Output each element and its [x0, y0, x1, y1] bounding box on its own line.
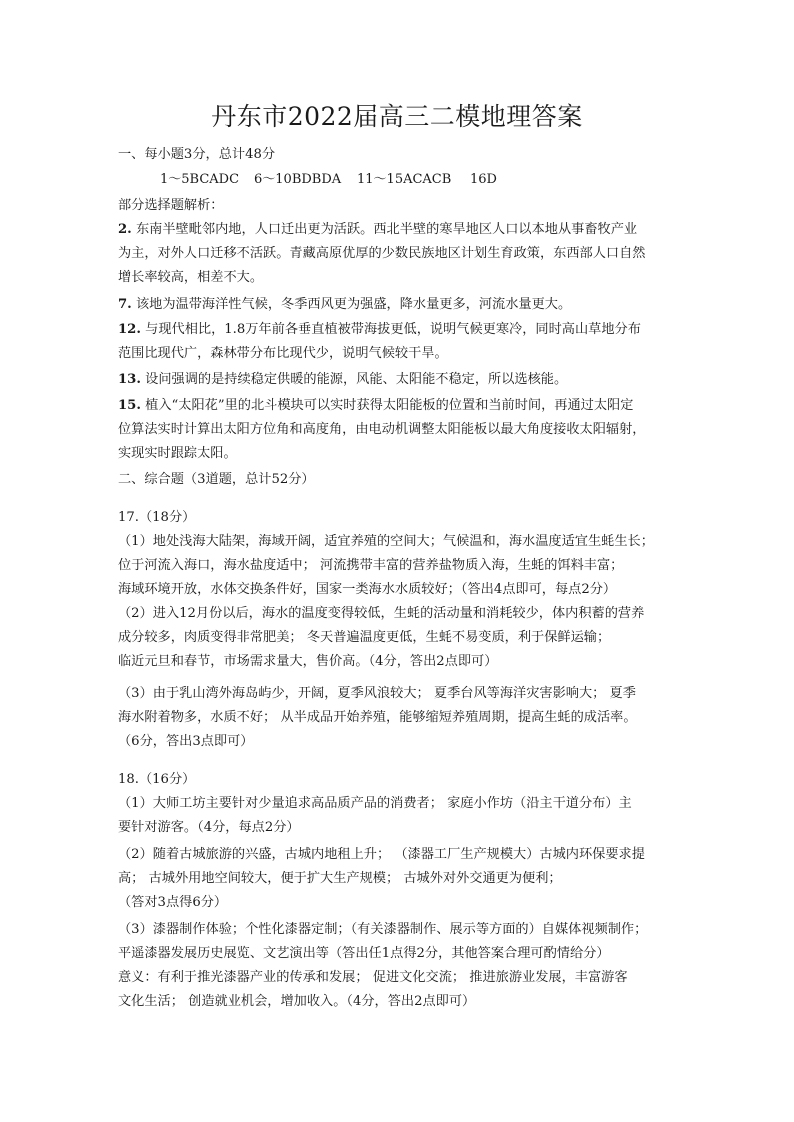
explanation-13-line-1: 13. 设问强调的是持续稳定供暖的能源，风能、太阳能不稳定，所以选核能。	[118, 372, 568, 387]
q17-line-2: 位于河流入海口，海水盐度适中； 河流携带丰富的营养盐物质入海，生蚝的饵料丰富；	[118, 558, 624, 573]
explanation-number: 12.	[118, 322, 141, 337]
q17-line-6: 临近元旦和春节，市场需求量大，售价高。（4分，答出2点即可）	[118, 654, 498, 669]
q17-line-3: 海域环境开放，水体交换条件好，国家一类海水水质较好；（答出4点即可，每点2分）	[118, 582, 617, 597]
q17-line-4: （2）进入12月份以后，海水的温度变得较低，生蚝的活动量和消耗较少，体内积蓄的营养	[118, 606, 645, 621]
q18-line-4: 高； 古城外用地空间较大，便于扩大生产规模； 古城外对外交通更为便利；	[118, 871, 562, 886]
q18-line-6: （3）漆器制作体验；个性化漆器定制；（有关漆器制作、展示等方面的）自媒体视频制作；	[118, 922, 648, 937]
q17-heading: 17.（18分）	[118, 510, 196, 525]
q17-line-9: （6分，答出3点即可）	[118, 734, 254, 749]
answer-group-3: 11～15ACACB	[357, 172, 452, 187]
explanation-12-line-1: 12. 与现代相比，1.8万年前各垂直植被带海拔更低，说明气候更寒冷，同时高山草地分布	[118, 322, 641, 337]
explanation-number: 2.	[118, 222, 132, 237]
answer-group-2: 6～10BDBDA	[254, 172, 342, 187]
explanation-2-line-1: 2. 东南半壁毗邻内地，人口迁出更为活跃。西北半壁的寒旱地区人口以本地从事畜牧产业	[118, 222, 638, 237]
explanation-15-line-3: 实现实时跟踪太阳。	[118, 446, 237, 461]
q17-line-5: 成分较多，肉质变得非常肥美； 冬天普遍温度更低，生蚝不易变质，利于保鲜运输；	[118, 630, 611, 645]
explanation-15-line-1: 15. 植入“太阳花”里的北斗模块可以实时获得太阳能板的位置和当前时间，再通过太阳定	[118, 398, 634, 413]
explanation-2-line-2: 为主，对外人口迁移不活跃。青藏高原优厚的少数民族地区计划生育政策，东西部人口自然	[118, 246, 646, 261]
explanation-7-line-1: 7. 该地为温带海洋性气候，冬季西风更为强盛，降水量更多，河流水量更大。	[118, 297, 572, 312]
answer-group-4: 16D	[470, 172, 497, 187]
q18-line-7: 平遥漆器发展历史展览、文艺演出等（答出任1点得2分，其他答案合理可酌情给分）	[118, 946, 610, 961]
q17-line-8: 海水附着物多，水质不好； 从半成品开始养殖，能够缩短养殖周期，提高生蚝的成活率。	[118, 710, 637, 725]
section2-heading: 二、综合题（3道题，总计52分）	[118, 472, 315, 487]
answer-group-1: 1～5BCADC	[160, 172, 240, 187]
q18-line-8: 意义：有利于推光漆器产业的传承和发展； 促进文化交流； 推进旅游业发展，丰富游客	[118, 970, 628, 985]
explanation-number: 13.	[118, 372, 141, 387]
q18-line-1: （1）大师工坊主要针对少量追求高品质产品的消费者； 家庭小作坊（沿主干道分布）主	[118, 796, 632, 811]
q18-heading: 18.（16分）	[118, 772, 196, 787]
explanation-number: 15.	[118, 398, 141, 413]
explanation-number: 7.	[118, 297, 132, 312]
document-title: 丹东市2022届高三二模地理答案	[211, 102, 583, 131]
explanation-2-line-3: 增长率较高，相差不大。	[118, 270, 264, 285]
explanation-15-line-2: 位算法实时计算出太阳方位角和高度角，由电动机调整太阳能板以最大角度接收太阳辐射，	[118, 422, 646, 437]
q18-line-3: （2）随着古城旅游的兴盛，古城内地租上升； （漆器工厂生产规模大）古城内环保要求提	[118, 847, 645, 862]
explanation-12-line-2: 范围比现代广，森林带分布比现代少，说明气候较干旱。	[118, 346, 448, 361]
q17-line-1: （1）地处浅海大陆架，海域开阔，适宜养殖的空间大；气候温和，海水温度适宜生蚝生长；	[118, 534, 654, 549]
section1-heading: 一、每小题3分，总计48分	[118, 147, 276, 162]
analysis-heading: 部分选择题解析：	[118, 198, 224, 213]
q18-line-5: （答对3点得6分）	[118, 895, 228, 910]
q17-line-7: （3）由于乳山湾外海岛屿少，开阔，夏季风浪较大； 夏季台风等海洋灾害影响大； 夏季	[118, 686, 636, 701]
q18-line-9: 文化生活； 创造就业机会，增加收入。（4分，答出2点即可）	[118, 994, 476, 1009]
q18-line-2: 要针对游客。（4分，每点2分）	[118, 820, 300, 835]
